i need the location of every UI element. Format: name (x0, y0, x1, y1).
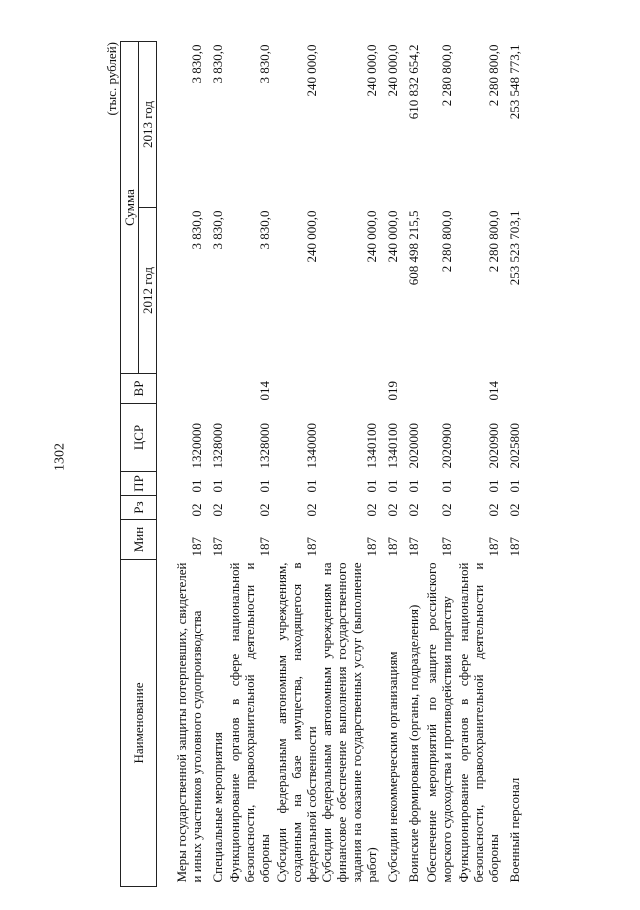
header-2013: 2013 год (139, 42, 157, 208)
row-name: Функционирование органов в сфере национальной безопасности, правоохранительной деятельности и обороны (455, 562, 501, 883)
row-vr (400, 374, 421, 404)
page-number: 1302 (52, 443, 68, 471)
row-vr (204, 374, 225, 404)
row-name: Специальные мероприятия (209, 732, 225, 883)
row-min: 187 (209, 537, 225, 557)
row-pr: 01 (485, 479, 501, 493)
row-csr: 2020900 (438, 423, 454, 469)
row-2012: 3 830,0 (188, 210, 204, 250)
row-csr: 2020900 (485, 423, 501, 469)
row-2012: 240 000,0 (384, 210, 400, 263)
row-pr: 01 (506, 479, 522, 493)
row-2013: 240 000,0 (384, 44, 400, 97)
row-rz: 02 (384, 503, 400, 517)
row-2013: 2 280 800,0 (438, 44, 454, 107)
row-pr: 01 (256, 479, 272, 493)
row-min: 187 (485, 537, 501, 557)
row-vr (319, 374, 379, 404)
row-csr: 1340000 (303, 423, 319, 469)
row-rz: 02 (363, 503, 379, 517)
row-pr: 01 (188, 479, 204, 493)
row-rz: 02 (188, 503, 204, 517)
row-min: 187 (438, 537, 454, 557)
header-min: Мин (121, 520, 157, 560)
row-2012: 2 280 800,0 (438, 210, 454, 273)
table-row (319, 42, 379, 887)
row-csr: 1328000 (256, 423, 272, 469)
row-name: Функционирование органов в сфере национальной безопасности, правоохранительной деятельности и обороны (226, 562, 272, 883)
row-2013: 240 000,0 (363, 44, 379, 97)
row-min: 187 (303, 537, 319, 557)
row-vr (157, 374, 204, 404)
row-min: 187 (384, 537, 400, 557)
header-sum: Сумма (121, 42, 139, 374)
row-pr: 01 (438, 479, 454, 493)
header-pr: ПР (121, 472, 157, 496)
row-rz: 02 (256, 503, 272, 517)
row-min: 187 (256, 537, 272, 557)
row-name: Субсидии федеральным автономным учреждениям на финансовое обеспечение выполнения государственного задания на оказание государственных услуг (выполнение работ) (318, 562, 379, 883)
row-rz: 02 (506, 503, 522, 517)
table-row (421, 42, 454, 887)
row-2013: 3 830,0 (209, 44, 225, 84)
header-csr: ЦСР (121, 404, 157, 472)
row-min: 187 (188, 537, 204, 557)
table-row (225, 42, 272, 887)
row-2012: 240 000,0 (363, 210, 379, 263)
row-2013: 253 548 773,1 (506, 44, 522, 120)
row-vr: 014 (485, 381, 501, 401)
row-pr: 01 (209, 479, 225, 493)
row-2012: 3 830,0 (256, 210, 272, 250)
row-name: Меры государственной защиты потерпевших, свидетелей и иных участников уголовного судопроизводства (173, 562, 204, 883)
table-row (272, 42, 319, 887)
row-name: Субсидии федеральным автономным учреждениям, созданным на базе имущества, находящегося в федеральной собственности (273, 562, 319, 883)
row-csr: 1320000 (188, 423, 204, 469)
row-rz: 02 (485, 503, 501, 517)
row-rz: 02 (438, 503, 454, 517)
row-2012: 253 523 703,1 (506, 210, 522, 286)
table-row (204, 42, 225, 887)
row-pr: 01 (405, 479, 421, 493)
header-name: Наименование (121, 560, 157, 887)
row-2012: 3 830,0 (209, 210, 225, 250)
row-2012: 608 498 215,5 (405, 210, 421, 286)
row-vr: 014 (256, 381, 272, 401)
row-name: Военный персонал (506, 777, 522, 883)
row-2012: 240 000,0 (303, 210, 319, 263)
row-csr: 1340100 (384, 423, 400, 469)
table-row (400, 42, 421, 887)
row-csr: 2020000 (405, 423, 421, 469)
row-pr: 01 (384, 479, 400, 493)
row-rz: 02 (303, 503, 319, 517)
row-csr: 1328000 (209, 423, 225, 469)
row-rz: 02 (405, 503, 421, 517)
row-2013: 3 830,0 (256, 44, 272, 84)
row-vr (421, 374, 454, 404)
row-name: Субсидии некоммерческим организациям (384, 651, 400, 883)
row-pr: 01 (303, 479, 319, 493)
header-vr: ВР (121, 374, 157, 404)
budget-table (120, 41, 522, 887)
row-2013: 240 000,0 (303, 44, 319, 97)
row-pr: 01 (363, 479, 379, 493)
row-2013: 2 280 800,0 (485, 44, 501, 107)
row-rz: 02 (209, 503, 225, 517)
header-2012: 2012 год (139, 208, 157, 374)
row-name: Обеспечение мероприятий по защите российского морского судоходства и противодействия пиратству (423, 562, 454, 883)
table-row (454, 42, 501, 887)
row-2012: 2 280 800,0 (485, 210, 501, 273)
table-row (157, 42, 204, 887)
header-rz: Рз (121, 496, 157, 520)
row-vr (272, 374, 319, 404)
table-row (379, 42, 400, 887)
units-label: (тыс. рублей) (104, 42, 119, 116)
row-csr: 2025800 (506, 423, 522, 469)
row-csr: 1340100 (363, 423, 379, 469)
row-vr: 019 (384, 381, 400, 401)
row-name: Воинские формирования (органы, подразделения) (405, 604, 421, 883)
row-2013: 610 832 654,2 (405, 44, 421, 120)
table-row (501, 42, 522, 887)
row-min: 187 (506, 537, 522, 557)
row-min: 187 (363, 537, 379, 557)
row-min: 187 (405, 537, 421, 557)
row-vr (501, 374, 522, 404)
row-2013: 3 830,0 (188, 44, 204, 84)
